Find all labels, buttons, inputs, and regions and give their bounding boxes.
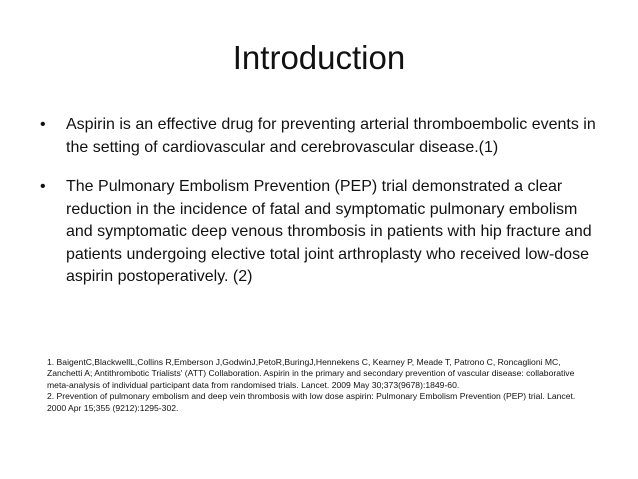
bullet-item bbox=[40, 114, 600, 159]
slide-title: Introduction bbox=[232, 39, 406, 76]
bullet-list bbox=[40, 114, 600, 306]
reference-item: 2. Prevention of pulmonary embolism and deep vein thrombosis with low dose aspirin: Pulmonary Embolism Prevention (PEP) trial. Lancet. 2000 Apr 15;355 (9212):1295-302. bbox=[47, 391, 576, 413]
bullet-marker: • bbox=[40, 116, 46, 133]
bullet-text: The Pulmonary Embolism Prevention (PEP) trial demonstrated a clear reduction in the incidence of fatal and symptomatic pulmonary embolism and symptomatic deep venous thrombosis in patients with hip fracture and patients undergoing elective total joint arthroplasty who received low-dose aspirin postoperatively. (2) bbox=[66, 178, 592, 285]
bullet-item bbox=[40, 176, 600, 289]
reference-item: 1. BaigentC,BlackwellL,Collins R,Emberson J,GodwinJ,PetoR,BuringJ,Hennekens C, Kearney P, Meade T, Patrono C, Roncaglioni MC, Zanchetti A; Antithrombotic Trialists' (ATT) Collaboration. Aspirin in the primary and secondary prevention of vascular disease: collaborative meta-analysis of individual participant data from randomised trials. Lancet. 2009 May 30;373(9678):1849-60. bbox=[47, 357, 575, 390]
references bbox=[47, 357, 595, 414]
bullet-marker: • bbox=[40, 178, 46, 195]
bullet-text: Aspirin is an effective drug for preventing arterial thromboembolic events in the setting of cardiovascular and cerebrovascular disease.(1) bbox=[66, 116, 596, 156]
